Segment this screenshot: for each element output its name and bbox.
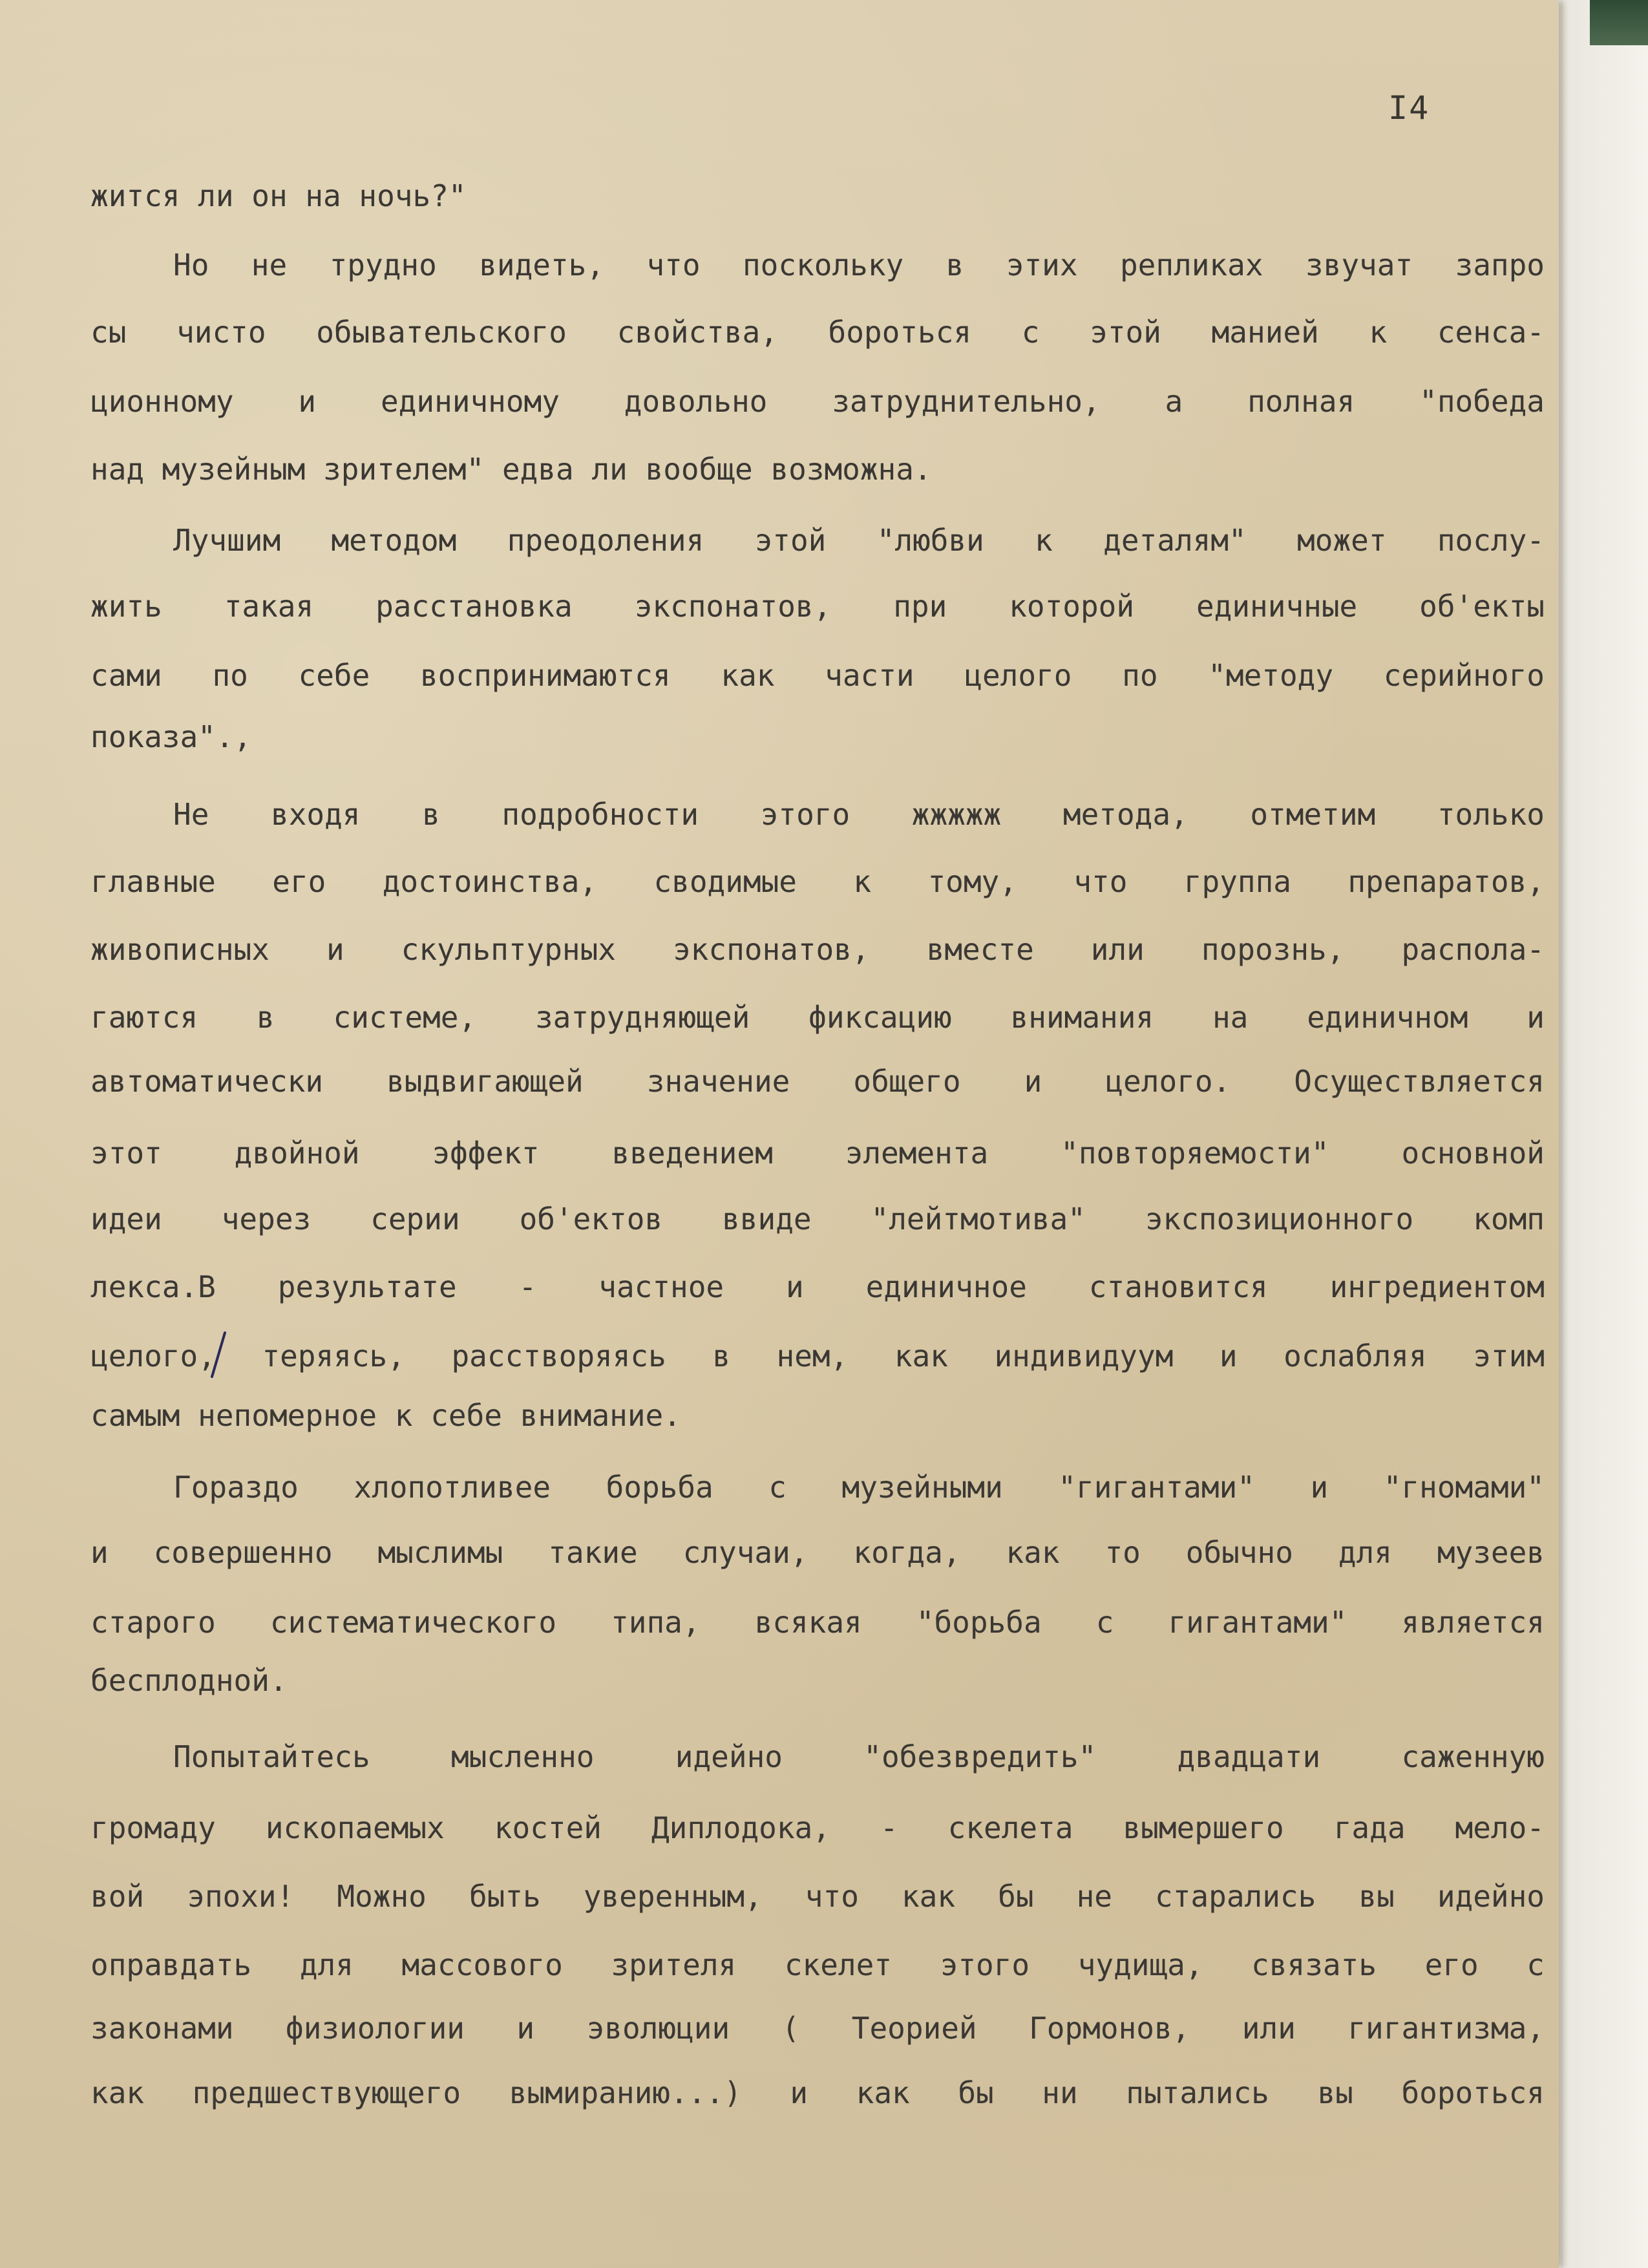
text-line: лекса.В результате - частное и единичное становится ингредиентом	[90, 1269, 1545, 1304]
page-number: I4	[1388, 89, 1430, 127]
text-line: громаду ископаемых костей Диплодока, - скелета вымершего гада мело-	[90, 1810, 1545, 1845]
text-line: живописных и скульптурных экспонатов, вместе или порознь, распола-	[90, 932, 1545, 967]
text-line: этот двойной эффект введением элемента "повторяемости" основной	[90, 1136, 1545, 1171]
text-line: идеи через серии об'ектов ввиде "лейтмотива" экспозиционного комп	[90, 1202, 1545, 1236]
pen-correction-mark	[206, 1329, 231, 1381]
typed-text-block	[90, 0, 1545, 2110]
text-line: над музейным зрителем" едва ли вообще возможна.	[90, 452, 932, 487]
text-line: старого систематического типа, всякая "борьба с гигантами" является	[90, 1605, 1545, 1640]
text-line: автоматически выдвигающей значение общего и целого. Осуществляется	[90, 1064, 1545, 1099]
scanner-background	[1561, 0, 1648, 2268]
text-line: показа".,	[90, 719, 252, 754]
text-line: бесплодной.	[90, 1663, 288, 1698]
text-line: самым непомерное к себе внимание.	[90, 1398, 681, 1433]
corner-backing	[1590, 0, 1648, 45]
text-line: оправдать для массового зрителя скелет этого чудища, связать его с	[90, 1947, 1545, 1982]
text-line: Не входя в подробности этого жжжжж метода, отметим только	[173, 797, 1545, 832]
text-line: целого, теряясь, расстворяясь в нем, как индивидуум и ослабляя этим	[90, 1339, 1545, 1373]
text-line: жится ли он на ночь?"	[90, 178, 467, 213]
text-line: ционному и единичному довольно затруднительно, а полная "победа	[90, 384, 1545, 419]
text-line: Гораздо хлопотливее борьба с музейными "гигантами" и "гномами"	[173, 1470, 1545, 1505]
text-line: сами по себе воспринимаются как части целого по "методу серийного	[90, 658, 1545, 693]
text-line: и совершенно мыслимы такие случаи, когда, как то обычно для музеев	[90, 1535, 1545, 1570]
text-line: Попытайтесь мысленно идейно "обезвредить" двадцати саженную	[173, 1739, 1545, 1774]
text-line: как предшествующего вымиранию...) и как бы ни пытались вы бороться	[90, 2075, 1545, 2110]
text-line: Лучшим методом преодоления этой "любви к деталям" может послу-	[173, 523, 1545, 558]
text-line: жить такая расстановка экспонатов, при которой единичные об'екты	[90, 589, 1545, 624]
text-line: вой эпохи! Можно быть уверенным, что как бы не старались вы идейно	[90, 1879, 1545, 1914]
text-line: законами физиологии и эволюции ( Теорией Гормонов, или гигантизма,	[90, 2011, 1545, 2046]
text-line: Но не трудно видеть, что поскольку в этих репликах звучат запро	[173, 248, 1545, 282]
text-line: гаются в системе, затрудняющей фиксацию внимания на единичном и	[90, 1000, 1545, 1035]
text-line: главные его достоинства, сводимые к тому, что группа препаратов,	[90, 864, 1545, 899]
text-line: сы чисто обывательского свойства, бороться с этой манией к сенса-	[90, 315, 1545, 350]
